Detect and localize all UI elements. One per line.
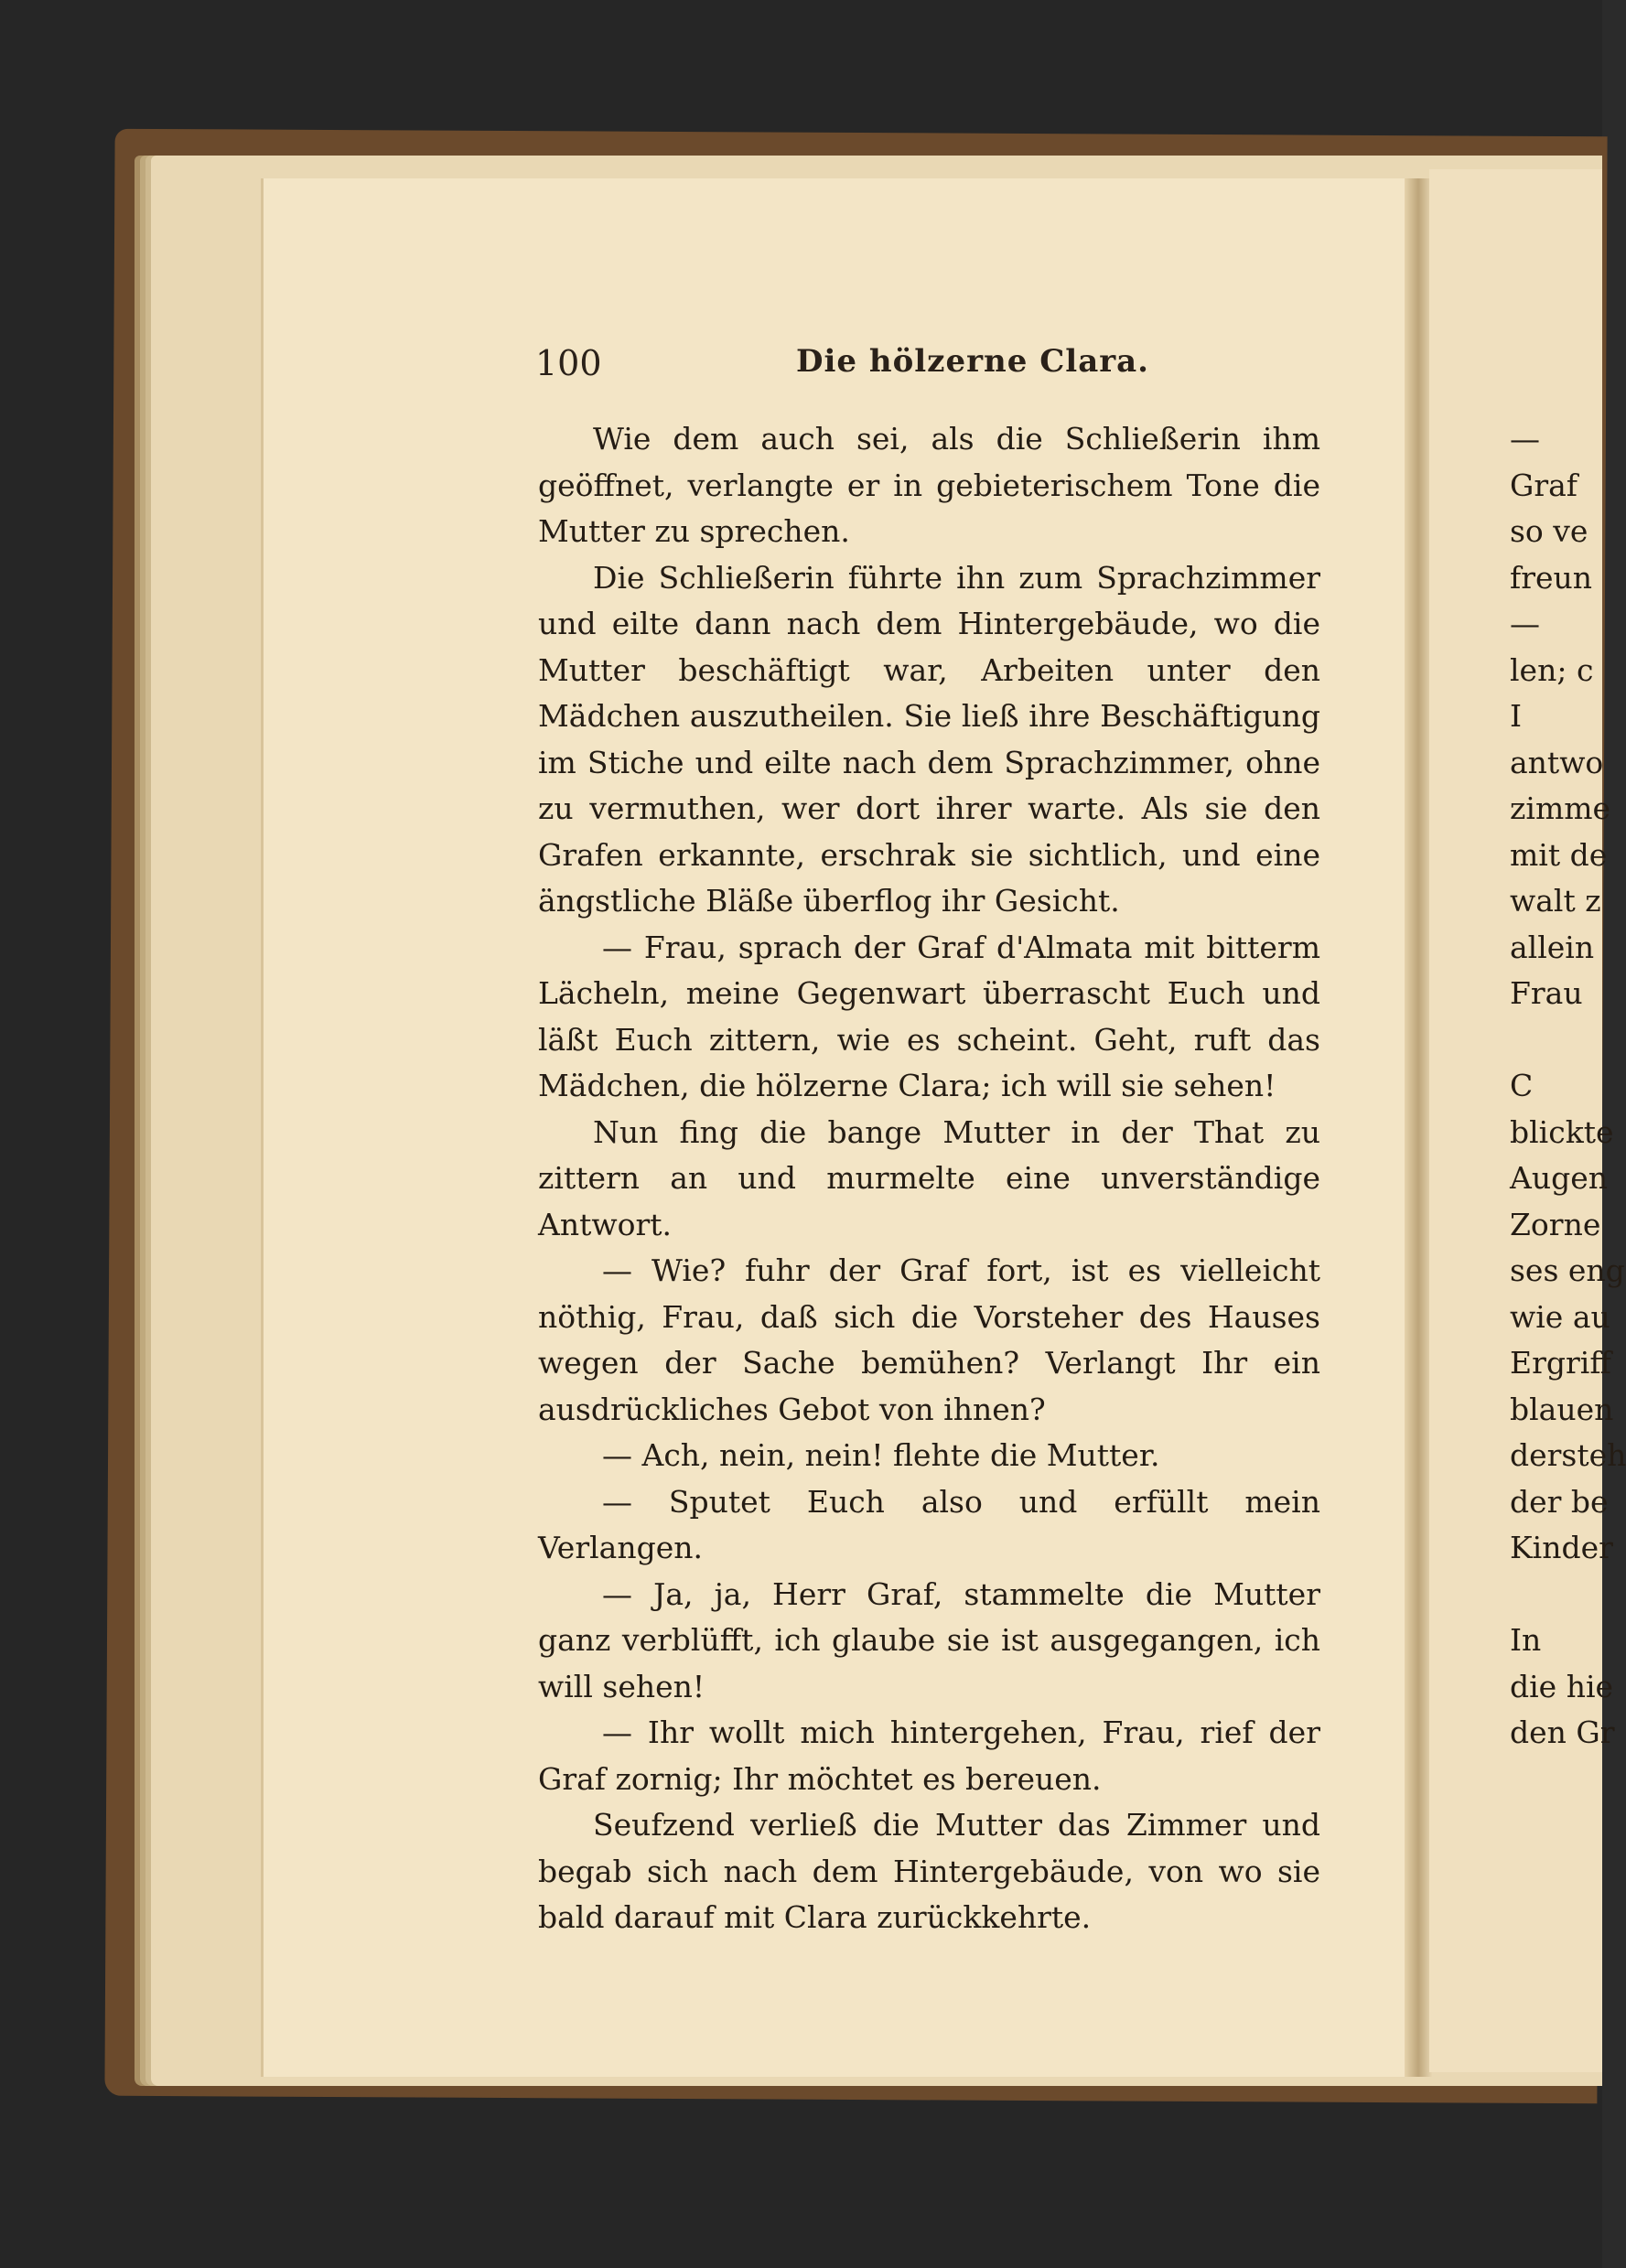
paragraph: — Ja, ja, Herr Graf, stammelte die Mutter ganz verblüfft, ich glaube sie ist ausgegangen, ich will sehen! [538, 1575, 1320, 1704]
facing-line: C [1510, 1068, 1534, 1103]
facing-line [1510, 1017, 1602, 1064]
running-head: Die hölzerne Clara. [796, 343, 1150, 380]
paragraph: — Ihr wollt mich hintergehen, Frau, rief der Graf zornig; Ihr möchtet es bereuen. [538, 1714, 1320, 1797]
facing-line: allein [1510, 929, 1595, 965]
facing-line: so ve [1510, 513, 1588, 549]
facing-line: ses eng [1510, 1252, 1625, 1288]
facing-line: I [1510, 698, 1523, 734]
facing-line: walt z [1510, 883, 1601, 919]
facing-line: len; c [1510, 651, 1594, 688]
facing-line: der be [1510, 1483, 1609, 1520]
paragraph: Nun fing die bange Mutter in der That zu zittern an und murmelte eine unverständige Antwort. [538, 1113, 1320, 1242]
facing-line: — [1510, 606, 1540, 641]
facing-line: den Gr [1510, 1714, 1615, 1750]
facing-line: wie au [1510, 1298, 1610, 1335]
facing-line [1510, 1572, 1602, 1618]
paragraph: — Frau, sprach der Graf d'Almata mit bitterm Lächeln, meine Gegenwart überrascht Euch und läßt Euch zittern, wie es scheint. Geht, ruft das Mädchen, die hölzerne Clara; ich will sie sehen! [538, 929, 1320, 1103]
facing-line: die hie [1510, 1668, 1614, 1704]
facing-line: Zorne [1510, 1206, 1601, 1242]
facing-line: antwo [1510, 744, 1604, 780]
paragraph: — Wie? fuhr der Graf fort, ist es vielleicht nöthig, Frau, daß sich die Vorsteher des Hauses wegen der Sache bemühen? Verlangt Ihr ein ausdrückliches Gebot von ihnen? [538, 1252, 1320, 1427]
paragraph: Die Schließerin führte ihn zum Sprachzimmer und eilte dann nach dem Hintergebäude, wo die Mutter beschäftigt war, Arbeiten unter den Mädchen auszutheilen. Sie ließ ihre Beschäftigung im Stiche und eilte nach dem Sprachzimmer, ohne zu vermuthen, wer dort ihrer warte. Als sie den Grafen erkannte, erschrak sie sichtlich, und eine ängstliche Bläße überflog ihr Gesicht. [538, 559, 1320, 919]
paragraph: — Sputet Euch also und erfüllt mein Verlangen. [538, 1483, 1320, 1565]
facing-line: blickte [1510, 1113, 1614, 1150]
facing-line: Ergriff [1510, 1345, 1611, 1381]
facing-line: zimme [1510, 790, 1611, 826]
facing-line: dersteh [1510, 1437, 1626, 1473]
facing-line: Graf [1510, 467, 1578, 503]
facing-line: mit de [1510, 836, 1608, 873]
body-text [538, 416, 1320, 1941]
facing-line: Frau [1510, 975, 1583, 1011]
facing-line: — [1510, 421, 1540, 457]
facing-line: freun [1510, 559, 1593, 596]
facing-line: Kinder [1510, 1530, 1613, 1565]
paragraph: Seufzend verließ die Mutter das Zimmer und begab sich nach dem Hintergebäude, von wo sie bald darauf mit Clara zurückkehrte. [538, 1807, 1320, 1935]
page-number: 100 [535, 343, 602, 383]
facing-line: blauen [1510, 1391, 1614, 1427]
facing-line: In [1510, 1622, 1542, 1658]
book-gutter [1405, 178, 1432, 2077]
paragraph: — Ach, nein, nein! flehte die Mutter. [602, 1437, 1160, 1473]
facing-line: Augen [1510, 1160, 1608, 1196]
facing-page-text [1510, 416, 1626, 1757]
paragraph: Wie dem auch sei, als die Schließerin ihm geöffnet, verlangte er in gebieterischem Tone die Mutter zu sprechen. [538, 421, 1320, 549]
